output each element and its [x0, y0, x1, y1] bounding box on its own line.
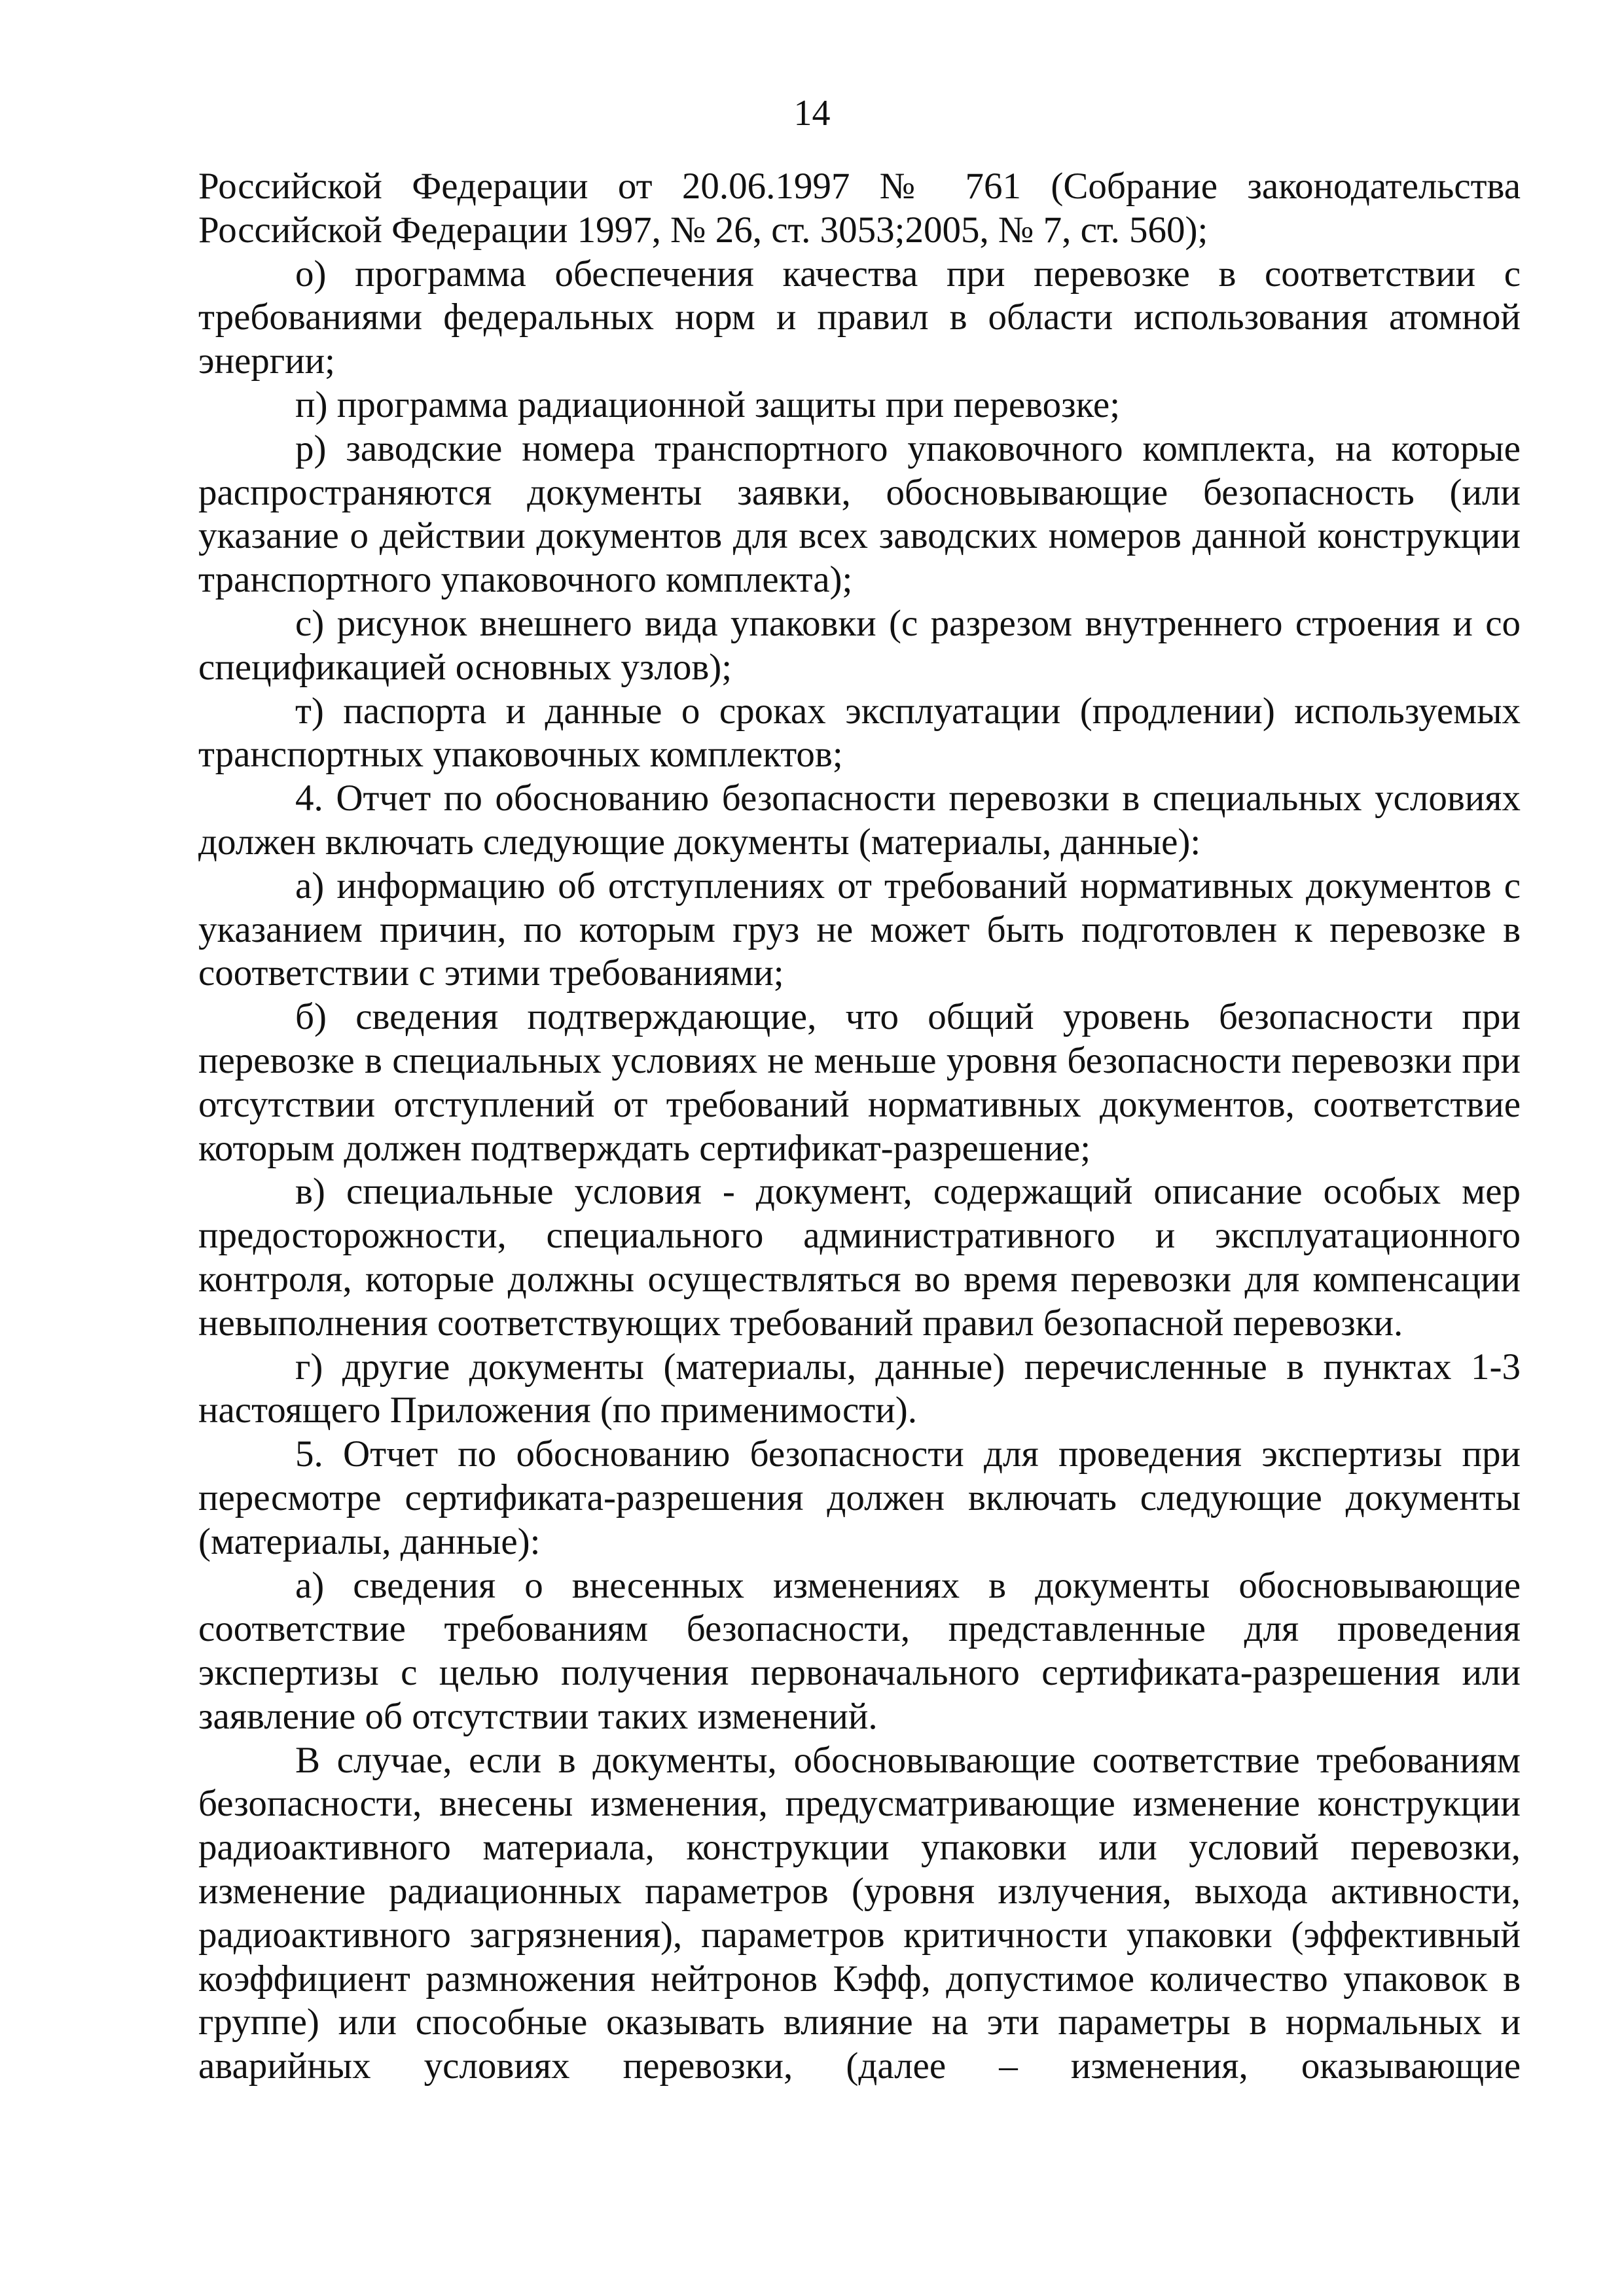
changes-paragraph: В случае, если в документы, обосновывающие соответствие требованиям безопасности, внесены изменения, предусматривающие изменение конструкции радиоактивного материала, конструкции упаковки или условий перевозки, изменение радиационных параметров (уровня излучения, выхода активности, радиоактивного загрязнения), параметров критичности упаковки (эффективный коэффициент размножения нейтронов Кэфф, допустимое количество упаковок в группе) или способные оказывать влияние на эти параметры в нормальных и аварийных условиях перевозки, (далее – изменения, оказывающие	[198, 1739, 1521, 2087]
list-item-r: р) заводские номера транспортного упаковочного комплекта, на которые распространяются документы заявки, обосновывающие безопасность (или указание о действии документов для всех заводских номеров данной конструкции транспортного упаковочного комплекта);	[198, 427, 1521, 601]
section-4-item-a: а) информацию об отступлениях от требований нормативных документов с указанием причин, по которым груз не может быть подготовлен к перевозке в соответствии с этими требованиями;	[198, 865, 1521, 994]
section-5-heading: 5. Отчет по обоснованию безопасности для проведения экспертизы при пересмотре сертификата-разрешения должен включать следующие документы (материалы, данные):	[198, 1433, 1521, 1562]
section-4-item-b: б) сведения подтверждающие, что общий уровень безопасности при перевозке в специальных условиях не меньше уровня безопасности перевозки при отсутствии отступлений от требований нормативных документов, соответствие которым должен подтверждать сертификат-разрешение;	[198, 996, 1521, 1169]
section-5-item-a: а) сведения о внесенных изменениях в документы обосновывающие соответствие требованиям безопасности, представленные для проведения экспертизы с целью получения первоначального сертификата-разрешения или заявление об отсутствии таких изменений.	[198, 1564, 1521, 1737]
list-item-s: с) рисунок внешнего вида упаковки (с разрезом внутреннего строения и со спецификацией основных узлов);	[198, 602, 1521, 688]
document-body	[198, 165, 1521, 2089]
section-4-item-v: в) специальные условия - документ, содержащий описание особых мер предосторожности, специального административного и эксплуатационного контроля, которые должны осуществляться во время перевозки для компенсации невыполнения соответствующих требований правил безопасной перевозки.	[198, 1171, 1521, 1344]
page-number: 14	[793, 93, 831, 134]
list-item-t: т) паспорта и данные о сроках эксплуатации (продлении) используемых транспортных упаковочных комплектов;	[198, 690, 1521, 776]
list-item-p: п) программа радиационной защиты при перевозке;	[295, 384, 1121, 425]
paragraph-continuation: Российской Федерации от 20.06.1997 № 761 (Собрание законодательства Российской Федерации 1997, № 26, ст. 3053;2005, № 7, ст. 560);	[198, 166, 1521, 251]
section-4-heading: 4. Отчет по обоснованию безопасности перевозки в специальных условиях должен включать следующие документы (материалы, данные):	[198, 778, 1521, 863]
section-4-item-g: г) другие документы (материалы, данные) перечисленные в пунктах 1-3 настоящего Приложения (по применимости).	[198, 1346, 1521, 1431]
list-item-o: о) программа обеспечения качества при перевозке в соответствии с требованиями федеральных норм и правил в области использования атомной энергии;	[198, 253, 1521, 382]
